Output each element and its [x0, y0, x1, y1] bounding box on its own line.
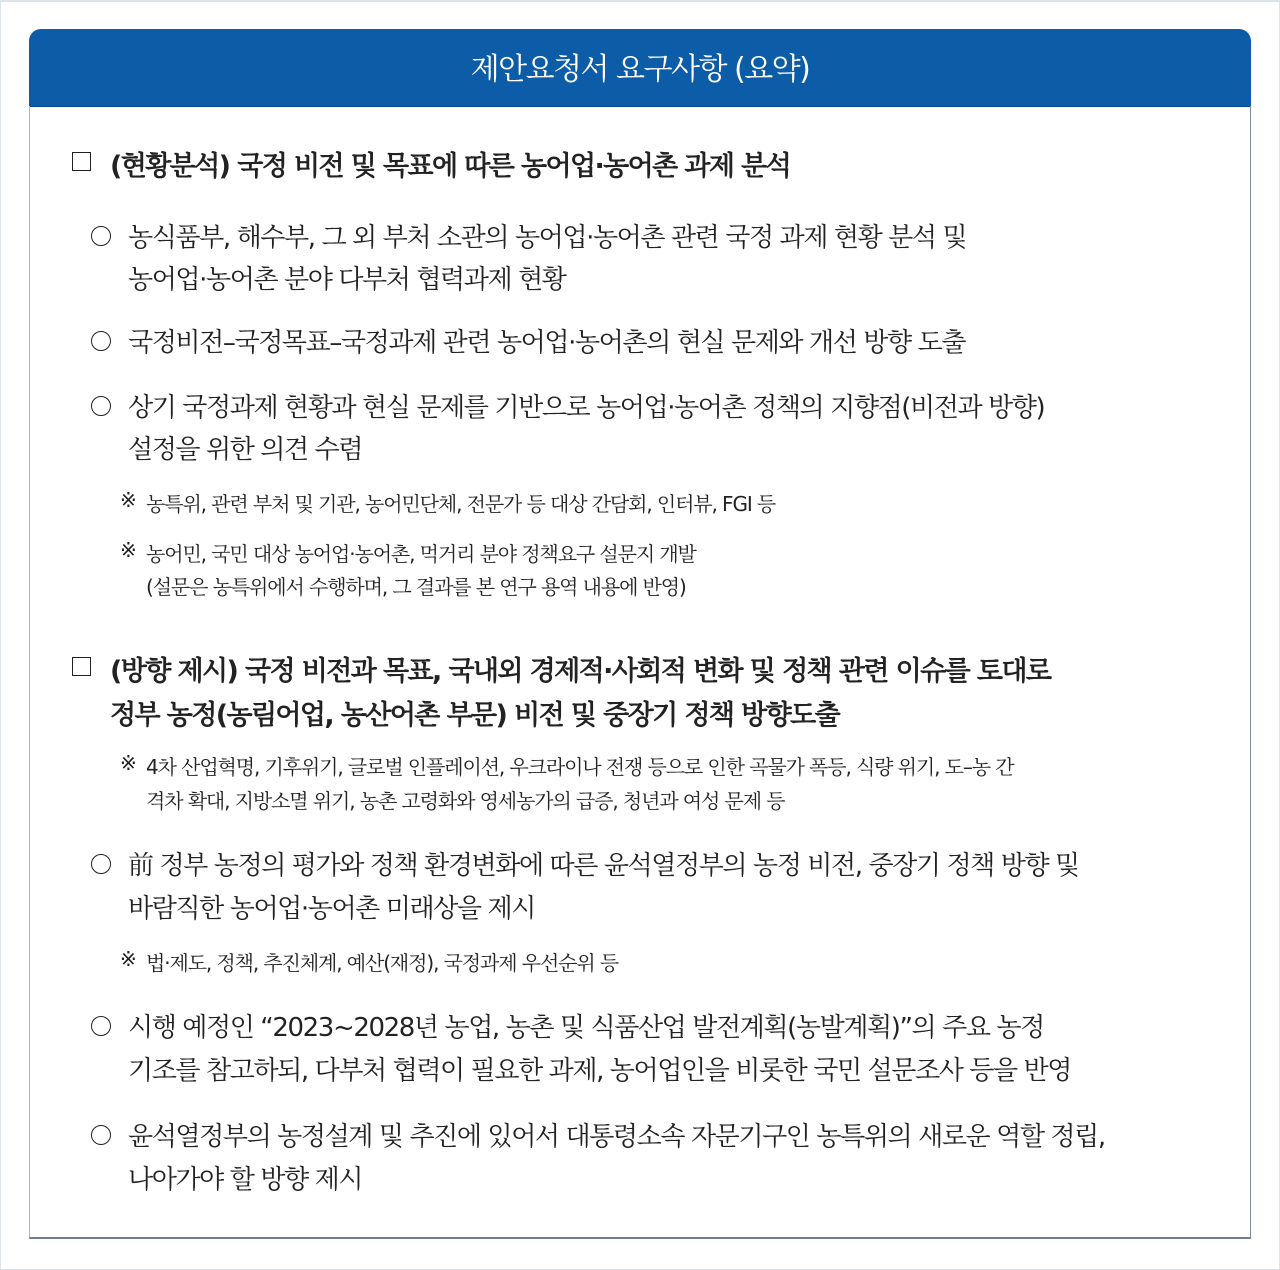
section-heading: 정부 농정(농림어업, 농산어촌 부문) 비전 및 중장기 정책 방향도출	[110, 700, 840, 731]
circle-bullet-icon	[91, 1016, 111, 1036]
item-text: 前 정부 농정의 평가와 정책 환경변화에 따른 윤석열정부의 농정 비전, 중장기 정책 방향 및	[128, 851, 1079, 881]
circle-bullet-icon	[91, 331, 111, 351]
circle-bullet-icon	[91, 396, 111, 416]
item-text: 상기 국정과제 현황과 현실 문제를 기반으로 농어업·농어촌 정책의 지향점(비전과 방향)	[128, 393, 1045, 423]
reference-mark-icon: ※	[120, 488, 137, 512]
note-text: 4차 산업혁명, 기후위기, 글로벌 인플레이션, 우크라이나 전쟁 등으로 인한 곡물가 폭등, 식량 위기, 도–농 간	[146, 755, 1014, 779]
item-text: 시행 예정인 “2023~2028년 농업, 농촌 및 식품산업 발전계획(농발계획)”의 주요 농정	[128, 1013, 1044, 1043]
card-body	[29, 106, 1251, 1239]
circle-bullet-icon	[91, 1125, 111, 1145]
item-text: 윤석열정부의 농정설계 및 추진에 있어서 대통령소속 자문기구인 농특위의 새로운 역할 정립,	[128, 1122, 1105, 1152]
item-text: 설정을 위한 의견 수렴	[128, 435, 363, 465]
card-title: 제안요청서 요구사항 (요약)	[470, 51, 810, 87]
item-text: 국정비전–국정목표–국정과제 관련 농어업·농어촌의 현실 문제와 개선 방향 도출	[128, 328, 966, 358]
circle-bullet-icon	[91, 854, 111, 874]
item-text: 기조를 참고하되, 다부처 협력이 필요한 과제, 농어업인을 비롯한 국민 설문조사 등을 반영	[128, 1056, 1072, 1086]
circle-bullet-icon	[91, 226, 111, 246]
reference-mark-icon: ※	[120, 947, 137, 971]
square-bullet-icon	[72, 657, 91, 676]
section-heading: (방향 제시) 국정 비전과 목표, 국내외 경제적·사회적 변화 및 정책 관련 이슈를 토대로	[110, 656, 1051, 687]
item-text: 농어업·농어촌 분야 다부처 협력과제 현황	[128, 265, 566, 295]
note-text: 농특위, 관련 부처 및 기관, 농어민단체, 전문가 등 대상 간담회, 인터뷰, FGI 등	[146, 492, 776, 516]
section-heading: (현황분석) 국정 비전 및 목표에 따른 농어업·농어촌 과제 분석	[110, 151, 791, 182]
note-text: 법·제도, 정책, 추진체계, 예산(재정), 국정과제 우선순위 등	[146, 951, 619, 975]
note-text: 격차 확대, 지방소멸 위기, 농촌 고령화와 영세농가의 급증, 청년과 여성 문제 등	[146, 789, 785, 813]
requirements-card	[29, 29, 1251, 1239]
square-bullet-icon	[72, 152, 91, 171]
reference-mark-icon: ※	[120, 538, 137, 562]
note-text: 농어민, 국민 대상 농어업·농어촌, 먹거리 분야 정책요구 설문지 개발	[146, 542, 696, 566]
item-text: 나아가야 할 방향 제시	[128, 1165, 363, 1195]
note-text: (설문은 농특위에서 수행하며, 그 결과를 본 연구 용역 내용에 반영)	[146, 575, 686, 599]
card-header	[29, 29, 1251, 107]
item-text: 농식품부, 해수부, 그 외 부처 소관의 농어업·농어촌 관련 국정 과제 현황 분석 및	[128, 223, 967, 253]
item-text: 바람직한 농어업·농어촌 미래상을 제시	[128, 894, 535, 924]
reference-mark-icon: ※	[120, 751, 137, 775]
